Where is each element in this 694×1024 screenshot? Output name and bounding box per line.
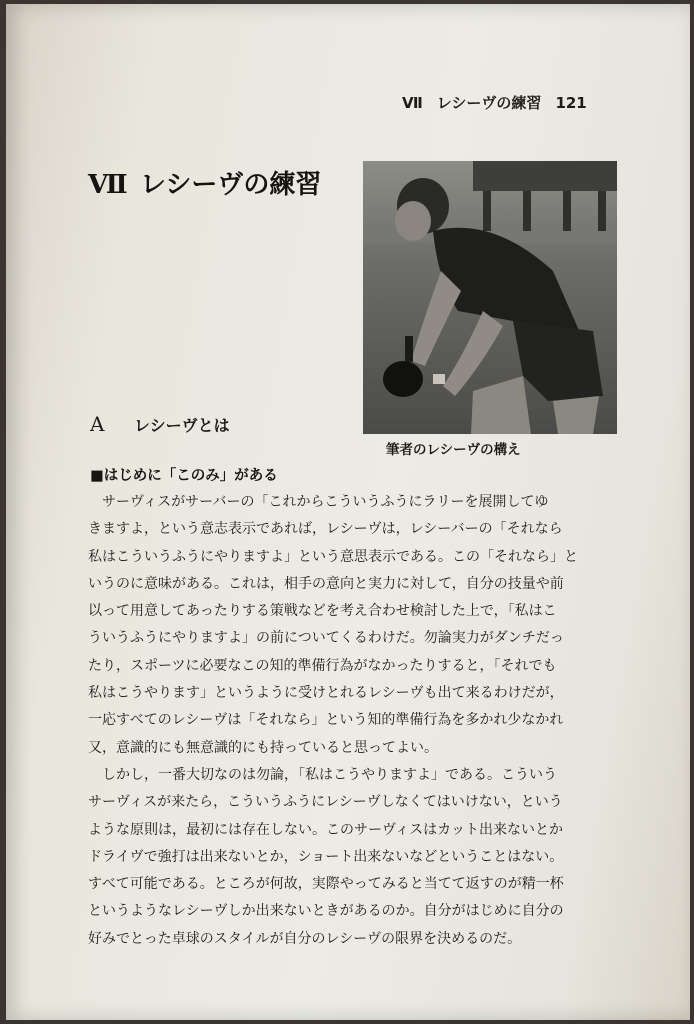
page-number: 121 — [555, 94, 587, 112]
photo-illustration — [363, 161, 617, 434]
text-line: サーヴィスが来たら，こういうふうにレシーヴしなくてはいけない，という — [88, 794, 563, 811]
section-title: レシーヴとは — [134, 416, 230, 435]
text-line: ういうふうにやりますよ」の前についてくるわけだ。勿論実力がダンチだっ — [88, 630, 564, 647]
section-heading — [90, 412, 230, 436]
book-page — [6, 4, 690, 1020]
text-line: 私はこうやります」というように受けとれるレシーヴも出て来るわけだが， — [88, 685, 564, 702]
chapter-heading — [88, 164, 321, 201]
text-line: ような原則は，最初には存在しない。このサーヴィスはカット出来ないとか — [88, 821, 564, 838]
chapter-title: レシーヴの練習 — [140, 170, 322, 200]
text-line: しかし，一番大切なのは勿論，「私はこうやりますよ」である。こういう — [88, 766, 557, 783]
text-line: 又，意識的にも無意識的にも持っていると思ってよい。 — [88, 739, 438, 756]
chapter-number: Ⅶ — [88, 170, 128, 200]
body-paragraph — [88, 489, 628, 953]
text-line: きますよ，という意志表示であれば，レシーヴは，レシーバーの「それなら — [88, 521, 563, 538]
section-letter: A — [90, 412, 105, 436]
photo-caption: 筆者のレシーヴの構え — [386, 442, 521, 458]
text-line: いうのに意味がある。これは，相手の意向と実力に対して，自分の技量や前 — [88, 575, 564, 592]
text-line: サーヴィスがサーバーの「これからこういうふうにラリーを展開してゆ — [88, 494, 549, 510]
author-receive-stance-photo — [363, 161, 617, 434]
text-line: 以って用意してあったりする策戦などを考え合わせ検討した上で，「私はこ — [88, 603, 557, 620]
text-line: 好みでとった卓球のスタイルが自分のレシーヴの限界を決めるのだ。 — [88, 930, 522, 947]
text-line: たり，スポーツに必要なこの知的準備行為がなかったりすると，「それでも — [88, 657, 557, 674]
text-line: というようなレシーヴしか出来ないときがあるのか。自分がはじめに自分の — [88, 903, 564, 920]
text-line: 一応すべてのレシーヴは「それなら」という知的準備行為を多かれ少なかれ — [88, 712, 564, 729]
header-chapter-number: Ⅶ — [402, 94, 423, 112]
subheading: ■はじめに「このみ」がある — [90, 468, 278, 484]
text-line: すべて可能である。ところが何故，実際やってみると当てて返すのが精一杯 — [88, 876, 564, 893]
running-header — [402, 92, 587, 113]
text-line: ドライヴで強打は出来ないとか，ショート出来ないなどということはない。 — [88, 848, 564, 865]
text-line: 私はこういうふうにやりますよ」という意思表示である。この「それなら」と — [88, 548, 578, 565]
header-chapter-title: レシーヴの練習 — [436, 94, 542, 112]
